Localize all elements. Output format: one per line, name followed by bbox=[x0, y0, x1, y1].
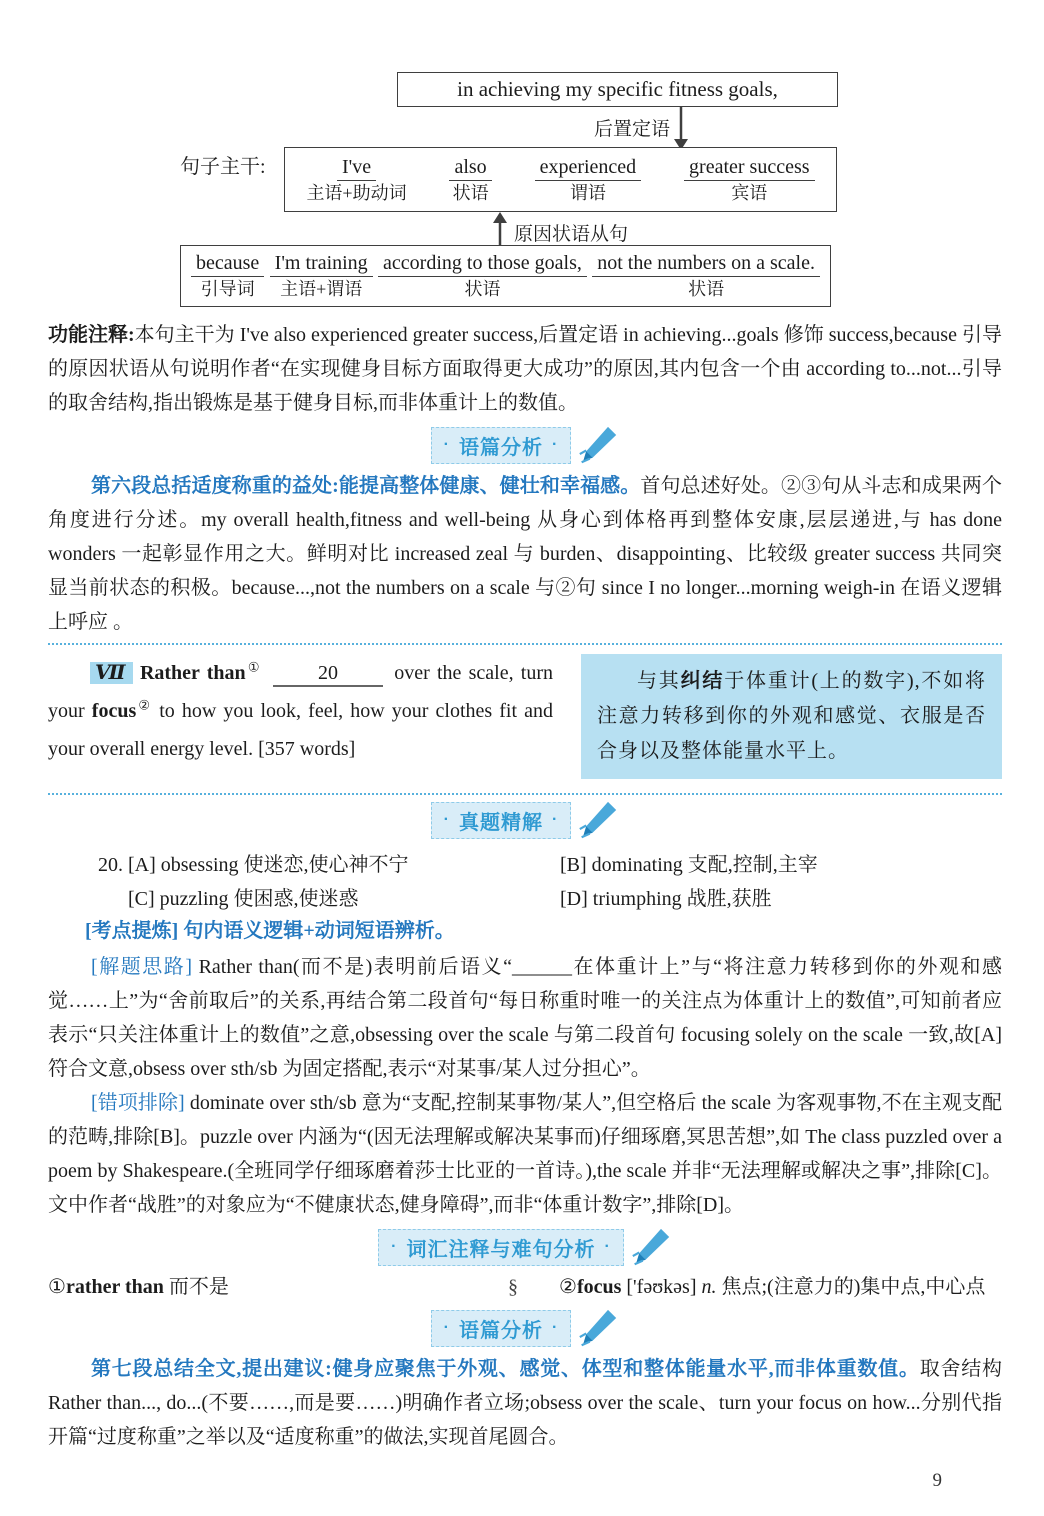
note-pos: n. bbox=[701, 1276, 717, 1298]
postmodifier-arrow-label: 后置定语 bbox=[594, 119, 671, 140]
option-gloss: 使迷恋,使心神不宁 bbox=[243, 854, 409, 876]
passage-segment: to how you look, feel, how your clothes fit and your overall energy level. [357 words] bbox=[48, 700, 554, 760]
option-word: dominating bbox=[591, 854, 683, 876]
section-badge bbox=[431, 1310, 572, 1347]
diagram-word: according to those goals, bbox=[378, 250, 587, 277]
up-arrow-icon bbox=[489, 212, 511, 245]
option-d bbox=[560, 882, 1002, 911]
badge-dot: · bbox=[552, 436, 559, 453]
exam-analysis-header bbox=[48, 800, 1002, 840]
note-phonetic: ['fəʊkəs] bbox=[626, 1276, 697, 1298]
option-gloss: 使困惑,使迷惑 bbox=[233, 888, 359, 910]
wrong-option-elimination bbox=[48, 1086, 1002, 1222]
word-group bbox=[684, 154, 815, 205]
vocab-note-2 bbox=[533, 1271, 1002, 1303]
option-key: [D] bbox=[560, 888, 588, 910]
option-gloss: 战胜,获胜 bbox=[686, 888, 772, 910]
pen-icon bbox=[577, 425, 619, 465]
passage-bold-word: focus bbox=[91, 700, 137, 722]
passage-text bbox=[48, 654, 553, 779]
option-word: obsessing bbox=[160, 854, 239, 876]
note-gloss: 焦点;(注意力的)集中点,中心点 bbox=[721, 1276, 986, 1298]
word-group bbox=[270, 250, 373, 301]
annotation-label: 功能注释: bbox=[48, 324, 135, 346]
option-b bbox=[560, 848, 1002, 877]
translation-post: 于体重计(上的数字),不如将注意力转移到你的外观和感觉、衣服是否合身以及整体能量水平上。 bbox=[597, 670, 987, 762]
word-group bbox=[592, 250, 820, 301]
paragraph7-analysis bbox=[48, 1352, 1002, 1454]
badge-label: 词汇注释与难句分析 bbox=[406, 1238, 596, 1261]
note-word: focus bbox=[576, 1276, 622, 1298]
word-group bbox=[306, 154, 406, 205]
passage-bold-phrase: Rather than bbox=[139, 662, 246, 684]
paragraph7-text: 取舍结构 Rather than..., do...(不要……,而是要……)明确作者立场;obsess over the scale、turn your focus on how...分别代指开篇“过度称重”之举以及“适度称重”的做法,实现首尾圆合。 bbox=[48, 1358, 1002, 1448]
solution-text: Rather than(而不是)表明前后语义“______在体重计上”与“将注意力转移到你的外观和感觉……上”为“舍前取后”的关系,再结合第二段首句“每日称重时唯一的关注点为体重计上的数值”,可知前者应表示“只关注体重计上的数值”之意,obsessing over the scale 与第二段首句 focusing solely on the scale 一致,故[A]符合文意,obsess over sth/sb 为固定搭配,表示“对某事/某人过分担心”。 bbox=[48, 956, 1003, 1080]
badge-dot: · bbox=[552, 1319, 559, 1336]
diagram-role: 谓语 bbox=[569, 182, 606, 203]
page-number: 9 bbox=[932, 1470, 942, 1491]
footnote-marker: ② bbox=[136, 697, 153, 713]
vocab-notes-row bbox=[48, 1271, 1002, 1303]
pen-icon bbox=[577, 800, 619, 840]
badge-dot: · bbox=[391, 1238, 398, 1255]
translation-bold: 纠结 bbox=[680, 670, 725, 692]
badge-dot: · bbox=[443, 436, 450, 453]
paragraph6-text: 首句总述好处。②③句从斗志和成果两个角度进行分述。my overall health,fitness and well-being 从身心到体格再到整体安康,层层递进,与 has done wonders 一起彰显作用之大。鲜明对比 increased zeal 与 burden、disappointing、比较级 greater success 共同突显当前状态的积极。because...,not the numbers on a scale 与②句 since I no longer...morning weigh-in 在语义逻辑上呼应 。 bbox=[48, 475, 1002, 633]
elimination-text: dominate over sth/sb 意为“支配,控制某事物/某人”,但空格后 the scale 为客观事物,不在主观支配的范畴,排除[B]。puzzle over 内涵为“(因无法理解或解决某事而)仔细琢磨,冥思苦想”,如 The class puzzled over a poem by Shakespeare.(全班同学仔细琢磨着莎士比亚的一首诗。),the scale 并非“无法理解或解决之事”,排除[C]。文中作者“战胜”的对象应为“不健康状态,健身障碍”,而非“体重计数字”,排除[D]。 bbox=[48, 1092, 1003, 1216]
badge-dot: · bbox=[443, 1319, 450, 1336]
paragraph6-analysis bbox=[48, 469, 1002, 639]
sentence-diagram bbox=[0, 0, 1044, 312]
diagram-role: 主语+助动词 bbox=[306, 182, 407, 203]
option-key: [B] bbox=[560, 854, 587, 876]
solution-label: [解题思路] bbox=[91, 956, 193, 978]
discourse-analysis-header bbox=[48, 425, 1002, 465]
diagram-role: 主语+谓语 bbox=[280, 279, 363, 300]
vocab-note-1 bbox=[48, 1271, 493, 1303]
word-group bbox=[535, 154, 642, 205]
down-arrow-icon bbox=[670, 106, 692, 150]
exam-point-line bbox=[48, 914, 1002, 948]
badge-label: 语篇分析 bbox=[459, 436, 543, 459]
diagram-role: 状语 bbox=[452, 182, 489, 203]
option-c bbox=[128, 882, 560, 911]
option-a bbox=[98, 848, 560, 877]
word-group bbox=[378, 250, 587, 301]
pen-icon bbox=[630, 1227, 672, 1267]
section-divider: § bbox=[508, 1276, 518, 1298]
elimination-label: [错项排除] bbox=[91, 1092, 185, 1114]
word-group bbox=[449, 154, 491, 205]
footnote-marker: ① bbox=[245, 659, 262, 675]
page-content bbox=[0, 318, 1044, 1454]
question-number: 20. bbox=[98, 854, 123, 876]
exam-point-text: 句内语义逻辑+动词短语辨析。 bbox=[183, 920, 455, 942]
main-clause-box bbox=[284, 147, 837, 212]
passage-segment: over the scale, turn your bbox=[48, 662, 554, 722]
note-number: ② bbox=[559, 1276, 577, 1298]
paragraph-roman-numeral: Ⅶ bbox=[90, 662, 133, 684]
diagram-word: greater success bbox=[684, 154, 815, 181]
option-word: triumphing bbox=[592, 888, 682, 910]
badge-dot: · bbox=[443, 811, 450, 828]
passage-section bbox=[48, 645, 1002, 789]
question-options bbox=[48, 848, 1002, 911]
badge-label: 语篇分析 bbox=[459, 1319, 543, 1342]
because-clause-box bbox=[180, 245, 831, 307]
diagram-word: I'm training bbox=[270, 250, 373, 277]
paragraph6-lead: 第六段总括适度称重的益处:能提高整体健康、健壮和幸福感。 bbox=[91, 475, 641, 497]
pen-icon bbox=[577, 1308, 619, 1348]
diagram-word: experienced bbox=[535, 154, 642, 181]
note-word: rather than bbox=[65, 1276, 164, 1298]
diagram-word: because bbox=[191, 250, 264, 277]
badge-dot: · bbox=[552, 811, 559, 828]
translation-pre: 与其 bbox=[637, 670, 681, 692]
diagram-role: 引导词 bbox=[200, 279, 255, 300]
paragraph7-lead: 第七段总结全文,提出建议:健身应聚焦于外观、感觉、体型和整体能量水平,而非体重数值。 bbox=[91, 1358, 920, 1380]
dotted-divider bbox=[48, 793, 1002, 795]
diagram-word: not the numbers on a scale. bbox=[592, 250, 820, 277]
badge-label: 真题精解 bbox=[459, 811, 543, 834]
discourse-analysis-header-2 bbox=[48, 1308, 1002, 1348]
exam-point-label: [考点提炼] bbox=[85, 920, 179, 942]
section-badge bbox=[431, 802, 572, 839]
option-key: [C] bbox=[128, 888, 155, 910]
solution-approach bbox=[48, 950, 1002, 1086]
diagram-word: I've bbox=[337, 154, 376, 181]
annotation-text: 本句主干为 I've also experienced greater success,后置定语 in achieving...goals 修饰 success,because 引导的原因状语从句说明作者“在实现健身目标方面取得更大成功”的原因,其内包含一个由 according to...not...引导的取舍结构,指出锻炼是基于健身目标,而非体重计上的数值。 bbox=[48, 324, 1002, 414]
note-number: ① bbox=[48, 1276, 66, 1298]
note-gloss: 而不是 bbox=[168, 1276, 229, 1298]
reason-clause-label: 原因状语从句 bbox=[514, 224, 629, 245]
diagram-word: also bbox=[449, 154, 491, 181]
option-gloss: 支配,控制,主宰 bbox=[687, 854, 818, 876]
section-badge bbox=[378, 1229, 624, 1266]
diagram-role: 宾语 bbox=[731, 182, 768, 203]
function-annotation bbox=[48, 318, 1002, 420]
option-word: puzzling bbox=[159, 888, 229, 910]
translation-box bbox=[581, 654, 1002, 779]
cloze-blank: 20 bbox=[273, 662, 383, 687]
postmodifier-box bbox=[397, 72, 838, 107]
word-group bbox=[191, 250, 264, 301]
main-stem-label: 句子主干: bbox=[180, 156, 266, 178]
diagram-role: 状语 bbox=[688, 279, 725, 300]
option-key: [A] bbox=[128, 854, 156, 876]
vocab-notes-header bbox=[48, 1227, 1002, 1267]
section-badge bbox=[431, 427, 572, 464]
diagram-role: 状语 bbox=[464, 279, 501, 300]
badge-dot: · bbox=[604, 1238, 611, 1255]
postmodifier-text: in achieving my specific fitness goals, bbox=[457, 77, 778, 101]
